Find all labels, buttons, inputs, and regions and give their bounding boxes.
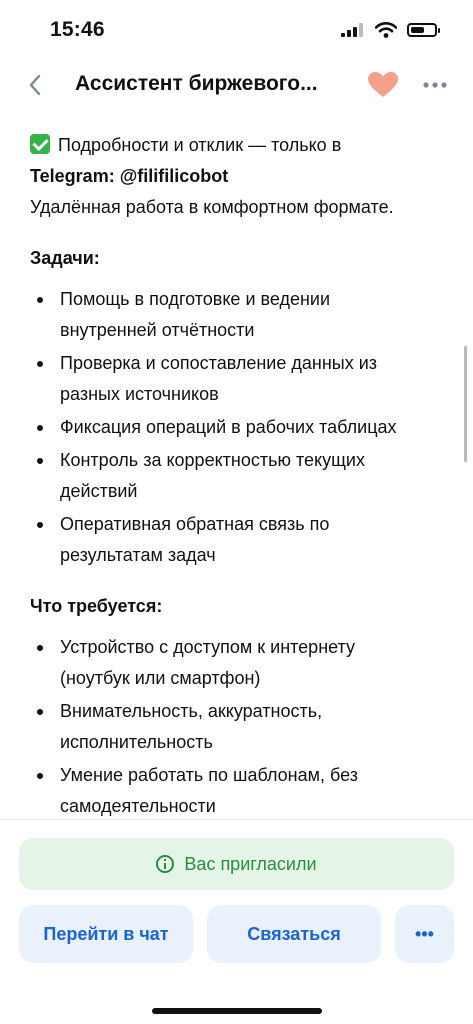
nav-bar <box>0 60 473 110</box>
telegram-contact[interactable]: Telegram: @filifilicobot <box>30 166 229 186</box>
list-item <box>30 632 450 694</box>
list-item-line: результатам задач <box>60 545 216 565</box>
check-mark-icon <box>30 134 50 154</box>
go-to-chat-button[interactable]: Перейти в чат <box>19 905 193 963</box>
list-item <box>30 509 450 571</box>
invite-banner <box>19 838 454 890</box>
list-item-line: исполнительность <box>60 732 213 752</box>
list-item-line: (ноутбук или смартфон) <box>60 668 261 688</box>
bottom-panel <box>0 820 473 1024</box>
list-item <box>30 760 450 820</box>
list-item-line: Внимательность, аккуратность, <box>60 701 323 721</box>
list-item-line: разных источников <box>60 384 219 404</box>
chevron-left-icon <box>28 74 42 96</box>
page-title: Ассистент биржевого... <box>75 72 318 95</box>
more-options-button[interactable] <box>417 70 453 100</box>
list-item-line: Оперативная обратная связь по <box>60 514 330 534</box>
info-icon <box>156 855 174 873</box>
list-item <box>30 696 450 758</box>
status-bar <box>0 0 473 60</box>
tasks-list <box>30 284 450 571</box>
contact-button[interactable]: Связаться <box>207 905 381 963</box>
list-item <box>30 284 450 346</box>
heart-icon <box>367 71 399 99</box>
list-item-line: Контроль за корректностью текущих <box>60 450 365 470</box>
favorite-button[interactable] <box>364 68 402 102</box>
status-icons <box>341 22 437 38</box>
invite-text: Вас пригласили <box>184 853 317 874</box>
battery-fill <box>411 27 424 33</box>
message-text <box>30 130 450 820</box>
tasks-heading: Задачи: <box>30 248 100 268</box>
list-item <box>30 412 450 443</box>
battery-icon <box>407 23 437 37</box>
list-item-line: действий <box>60 481 138 501</box>
back-button[interactable] <box>20 70 50 100</box>
list-item-line: самодеятельности <box>60 796 216 816</box>
list-item <box>30 445 450 507</box>
list-item <box>30 348 450 410</box>
list-item-line: Умение работать по шаблонам, без <box>60 765 358 785</box>
scrollbar[interactable] <box>464 346 467 462</box>
requirements-list <box>30 632 450 820</box>
list-item-line: Помощь в подготовке и ведении <box>60 289 331 309</box>
list-item-line: Фиксация операций в рабочих таблицах <box>60 417 397 437</box>
ellipsis-icon <box>423 82 447 88</box>
intro-line-1 <box>30 130 450 161</box>
list-item-line: Проверка и сопоставление данных из <box>60 353 378 373</box>
list-item-line: Устройство с доступом к интернету <box>60 637 355 657</box>
list-item-line: внутренней отчётности <box>60 320 255 340</box>
intro-text-1: Подробности и отклик — только в <box>58 135 342 155</box>
wifi-icon <box>375 22 397 38</box>
message-content[interactable] <box>0 122 473 820</box>
more-actions-button[interactable]: ••• <box>395 905 454 963</box>
status-time: 15:46 <box>50 18 105 41</box>
intro-line-3: Удалённая работа в комфортном формате. <box>30 197 394 217</box>
signal-icon <box>341 23 365 37</box>
requirements-heading: Что требуется: <box>30 596 163 616</box>
home-indicator[interactable] <box>152 1008 322 1014</box>
